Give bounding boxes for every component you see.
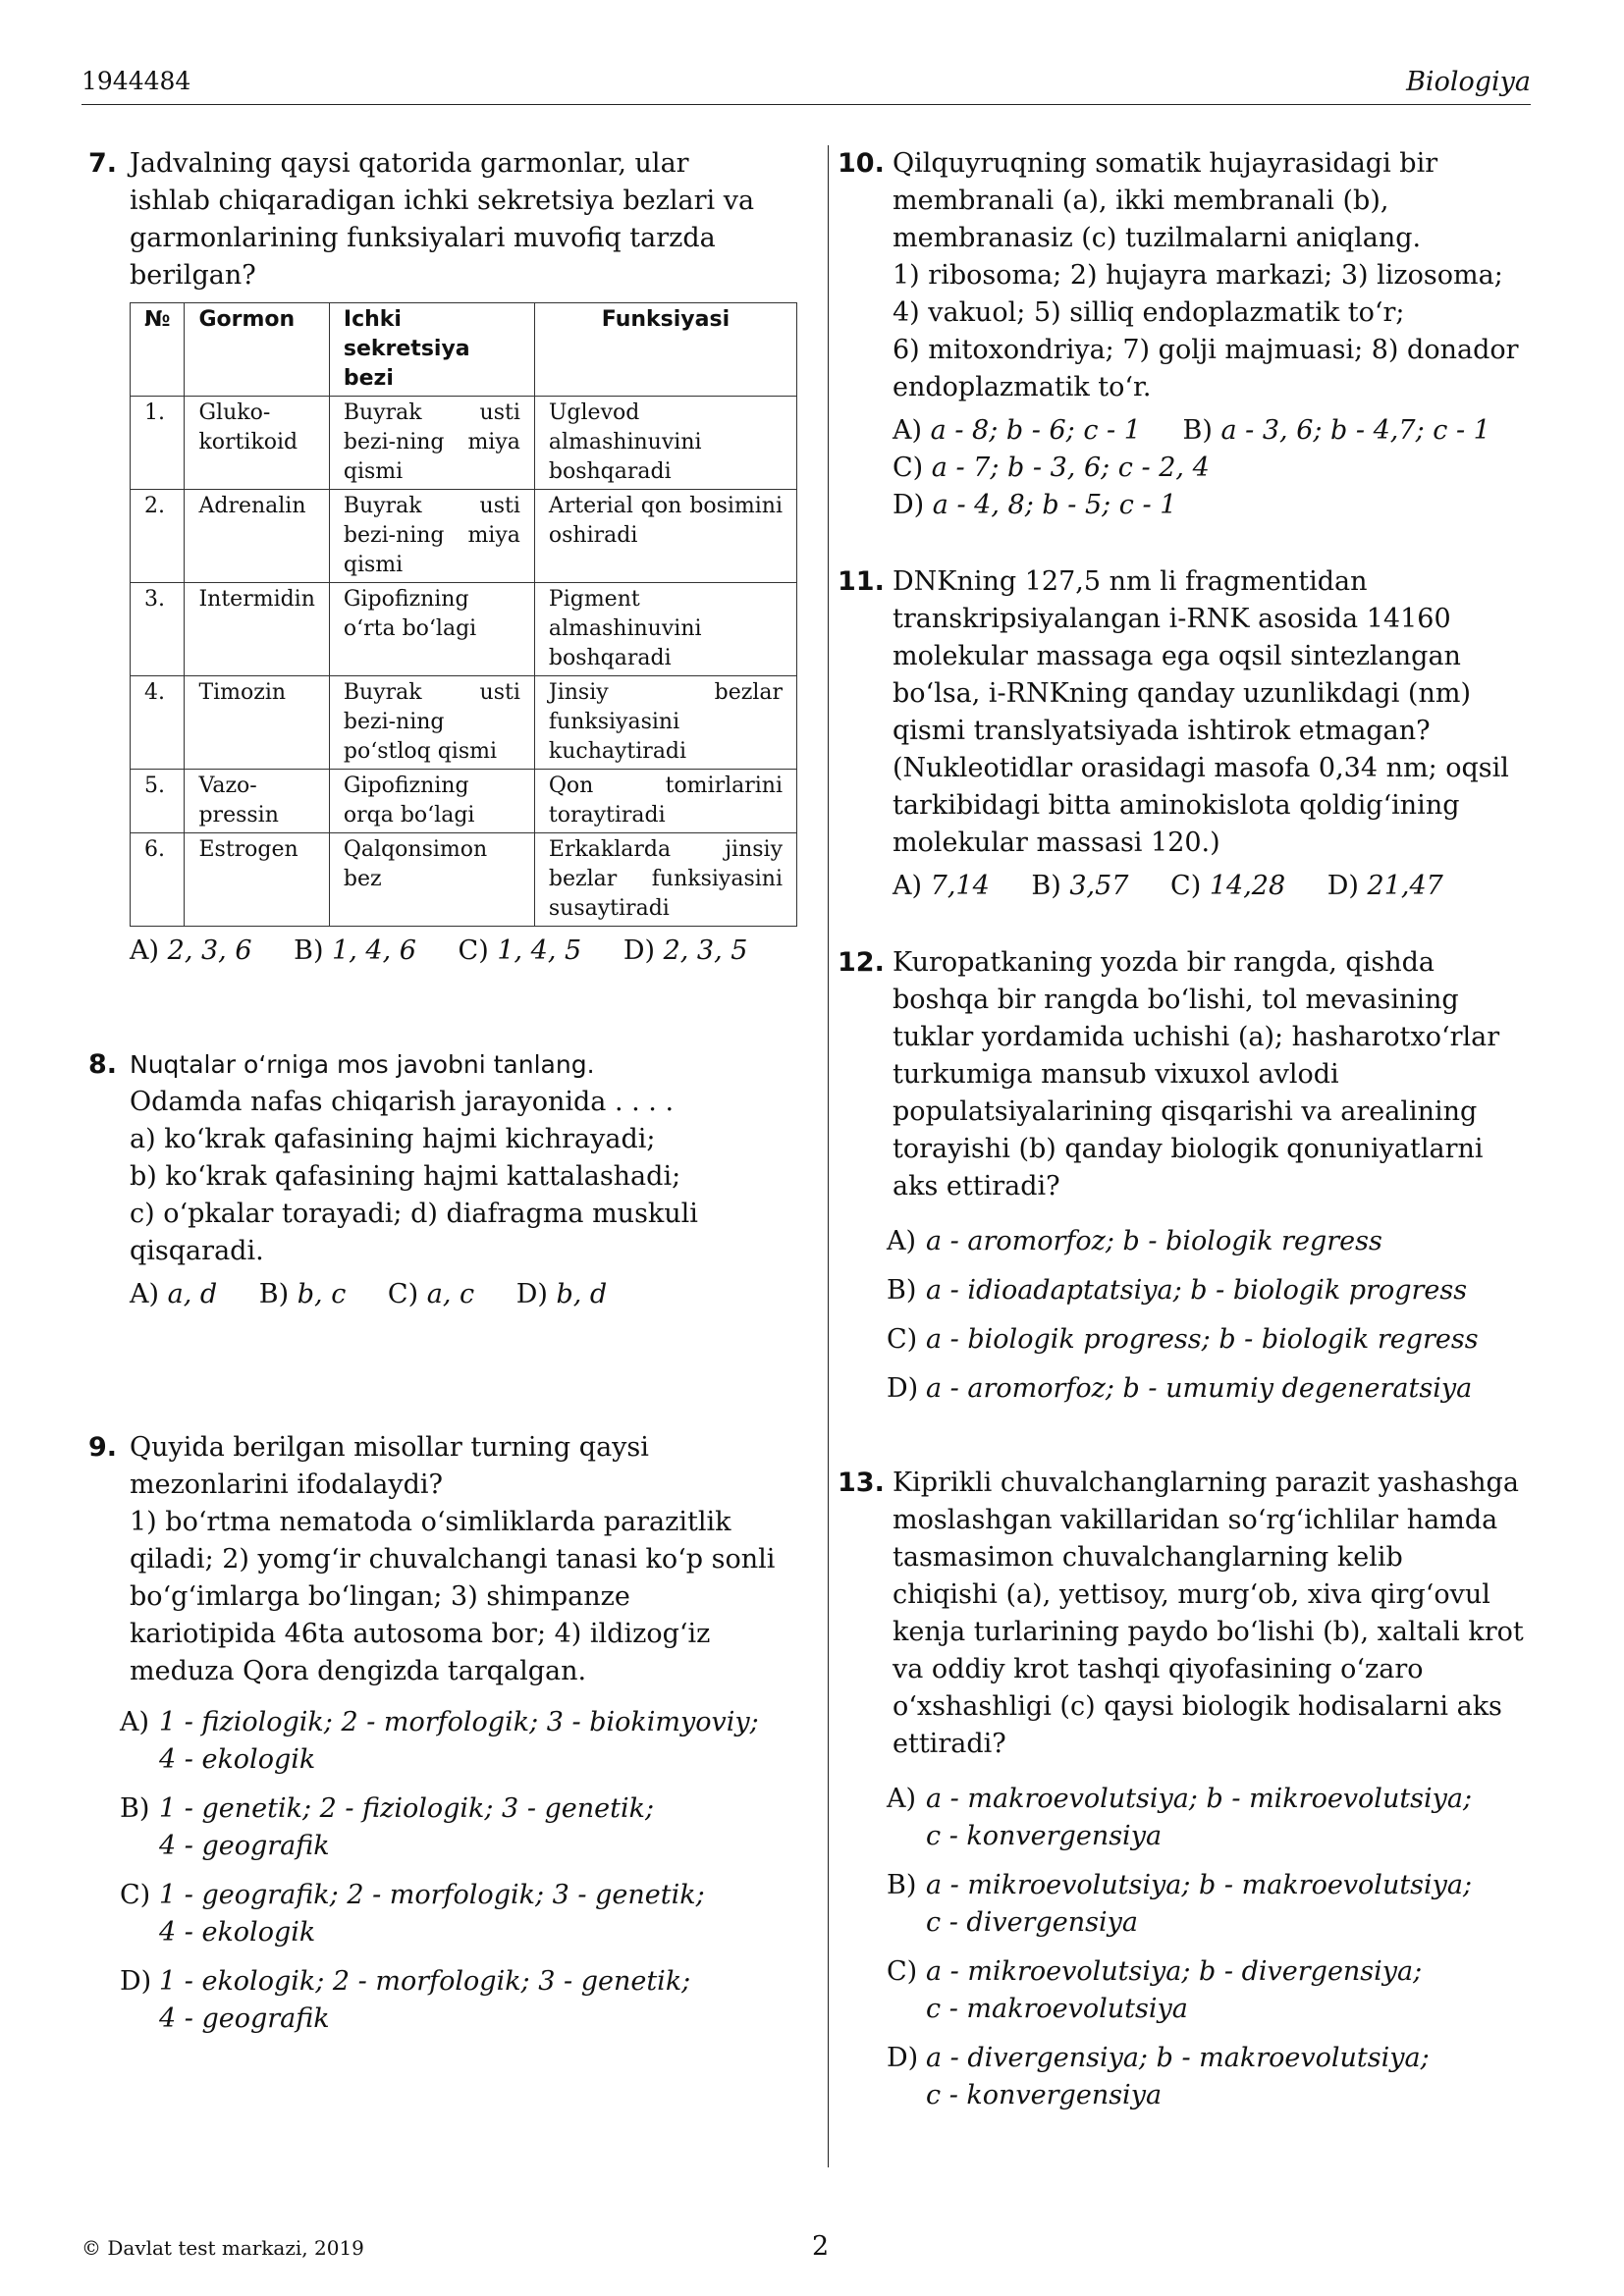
table-row [131, 676, 797, 770]
answer-letter: B) [1182, 415, 1213, 446]
answer-a[interactable] [887, 1781, 1525, 1855]
question-number: 12. [838, 947, 885, 978]
answer-letter: A) [887, 1226, 917, 1256]
answer-a[interactable] [893, 871, 990, 901]
table-cell: Qalqonsimon bez [329, 833, 534, 927]
table-cell: 2. [131, 490, 185, 583]
answer-text: a - 8; b - 6; c - 1 [930, 415, 1141, 446]
answer-text: a - idioadaptatsiya; b - biologik progress [926, 1275, 1468, 1306]
answer-text: a - 3, 6; b - 4,7; c - 1 [1220, 415, 1490, 446]
answer-text: 4 - geografik [159, 2003, 330, 2034]
answer-d[interactable] [120, 1963, 795, 2038]
answer-letter: C) [387, 1279, 419, 1309]
answer-letter: B) [1031, 871, 1061, 901]
answer-a[interactable] [887, 1223, 1525, 1260]
table-cell: 1. [131, 397, 185, 490]
question-7 [88, 145, 795, 970]
table-cell: Intermidin [185, 583, 329, 676]
answer-text: b, d [556, 1279, 608, 1309]
table-row [131, 833, 797, 927]
question-number: 9. [88, 1432, 118, 1463]
question-line: bo‘g‘imlarga bo‘lingan; 3) shimpanze [130, 1581, 630, 1612]
question-line: berilgan? [130, 260, 256, 291]
answer-d[interactable] [887, 1370, 1525, 1408]
answer-letter: B) [294, 935, 324, 966]
table-header: № [131, 303, 185, 397]
question-line: kariotipida 46ta autosoma bor; 4) ildizog‘iz [130, 1619, 711, 1649]
question-line: tarkibidagi bitta aminokislota qoldig‘ining [893, 790, 1460, 821]
question-13 [838, 1465, 1525, 2126]
answer-text: a - biologik progress; b - biologik regress [926, 1324, 1479, 1355]
answer-letter: C) [1170, 871, 1202, 901]
table-row [131, 397, 797, 490]
answer-text: 2, 3, 5 [663, 935, 748, 966]
answer-letter: D) [1326, 871, 1359, 901]
table-cell: Gipofizning o‘rta bo‘lagi [329, 583, 534, 676]
answer-letter: D) [887, 1373, 919, 1404]
answer-b[interactable] [887, 1867, 1525, 1942]
answer-c[interactable] [388, 1279, 474, 1309]
question-line: Jadvalning qaysi qatorida garmonlar, ular [130, 148, 689, 179]
header-rule [81, 104, 1531, 105]
question-line: tasmasimon chuvalchanglarning kelib [893, 1542, 1403, 1573]
answer-choices [893, 412, 1525, 524]
answer-choices [130, 1276, 795, 1313]
question-text [893, 1465, 1525, 1763]
answer-text: 1 - ekologik; 2 - morfologik; 3 - genetik; [159, 1966, 691, 1997]
question-line: aks ettiradi? [893, 1171, 1060, 1201]
answer-text: a - mikroevolutsiya; b - divergensiya; [926, 1956, 1423, 1987]
question-line: transkripsiyalangan i-RNK asosida 14160 [893, 604, 1451, 634]
question-line: membranasiz (c) tuzilmalarni aniqlang. [893, 223, 1422, 253]
answer-text: c - konvergensiya [926, 1821, 1163, 1851]
answer-letter: C) [120, 1880, 151, 1910]
answer-text: a, c [426, 1279, 475, 1309]
answer-letter: B) [120, 1793, 150, 1824]
question-line: ettiradi? [893, 1729, 1006, 1759]
answer-text: 7,14 [930, 871, 990, 901]
answer-a[interactable] [130, 1279, 217, 1309]
question-line: moslashgan vakillaridan so‘rg‘ichlilar hamda [893, 1505, 1498, 1535]
question-line: va oddiy krot tashqi qiyofasining o‘zaro [893, 1654, 1424, 1684]
answer-text: c - konvergensiya [926, 2080, 1163, 2110]
answer-choices [893, 868, 1525, 905]
question-line: Kuropatkaning yozda bir rangda, qishda [893, 947, 1435, 978]
copyright-notice: © Davlat test markazi, 2019 [81, 2236, 364, 2260]
question-line: molekular massasi 120.) [893, 828, 1220, 858]
question-line: kenja turlarining paydo bo‘lishi (b), xaltali krot [893, 1617, 1524, 1647]
answer-b[interactable] [1031, 871, 1128, 901]
question-line: populatsiyalarining qisqarishi va arealining [893, 1096, 1478, 1127]
answer-letter: D) [623, 935, 655, 966]
question-text [130, 1429, 795, 1690]
table-cell: Uglevod almashinuvini boshqaradi [534, 397, 796, 490]
question-line: 1) ribosoma; 2) hujayra markazi; 3) lizosoma; [893, 260, 1503, 291]
answer-letter: D) [515, 1279, 548, 1309]
answer-text: 1 - fiziologik; 2 - morfologik; 3 - biokimyoviy; [159, 1707, 759, 1737]
answer-text: 4 - ekologik [159, 1744, 316, 1775]
answer-d[interactable] [623, 935, 748, 966]
answer-letter: D) [893, 490, 925, 520]
answer-a[interactable] [120, 1704, 795, 1779]
answer-text: a - divergensiya; b - makroevolutsiya; [926, 2043, 1430, 2073]
question-line: molekular massaga ega oqsil sintezlangan [893, 641, 1461, 671]
answer-text: 1 - geografik; 2 - morfologik; 3 - genetik; [159, 1880, 705, 1910]
answer-text: 1 - genetik; 2 - fiziologik; 3 - genetik; [159, 1793, 655, 1824]
question-text [893, 944, 1525, 1205]
question-line: Qilquyruqning somatik hujayrasidagi bir [893, 148, 1438, 179]
answer-c[interactable] [459, 935, 582, 966]
answer-text: 1, 4, 6 [332, 935, 416, 966]
question-line: qiladi; 2) yomg‘ir chuvalchangi tanasi ko‘p sonli [130, 1544, 776, 1575]
table-cell: 4. [131, 676, 185, 770]
answer-b[interactable] [1183, 415, 1490, 446]
answer-text: 1, 4, 5 [497, 935, 582, 966]
answer-a[interactable] [130, 935, 252, 966]
answer-text: 14,28 [1209, 871, 1286, 901]
answer-letter: A) [120, 1707, 150, 1737]
answer-letter: A) [130, 935, 160, 966]
question-text [130, 145, 795, 970]
table-cell: Qon tomirlarini toraytiradi [534, 770, 796, 833]
answer-options [887, 1223, 1525, 1408]
answer-options [887, 1781, 1525, 2114]
question-number: 11. [838, 566, 885, 597]
answer-row [893, 412, 1525, 450]
table-header: Gormon [185, 303, 329, 397]
answer-letter: A) [130, 1279, 160, 1309]
answer-text: a - makroevolutsiya; b - mikroevolutsiya; [926, 1784, 1473, 1814]
answer-c[interactable] [120, 1877, 795, 1951]
answer-letter: C) [893, 453, 924, 483]
answer-text: c - makroevolutsiya [926, 1994, 1188, 2024]
question-line: 6) mitoxondriya; 7) golji majmuasi; 8) donador [893, 335, 1519, 365]
table-cell: 6. [131, 833, 185, 927]
question-line: tuklar yordamida uchishi (a); hasharotxo‘rlar [893, 1022, 1500, 1052]
question-number: 7. [88, 148, 118, 179]
answer-letter: D) [120, 1966, 152, 1997]
answer-b[interactable] [259, 1279, 347, 1309]
question-line: qisqaradi. [130, 1236, 264, 1266]
question-text [893, 563, 1525, 905]
answer-b[interactable] [887, 1272, 1525, 1309]
table-cell: Buyrak usti bezi-ning miya qismi [329, 490, 534, 583]
question-line: mezonlarini ifodalaydi? [130, 1469, 443, 1500]
answer-text: 4 - ekologik [159, 1917, 316, 1948]
answer-letter: B) [887, 1275, 917, 1306]
question-number: 8. [88, 1049, 118, 1080]
answer-text: 4 - geografik [159, 1831, 330, 1861]
question-line: membranali (a), ikki membranali (b), [893, 186, 1389, 216]
question-line: 1) bo‘rtma nematoda o‘simliklarda parazitlik [130, 1507, 731, 1537]
table-header-row [131, 303, 797, 397]
table-cell: Vazo-pressin [185, 770, 329, 833]
question-8 [88, 1046, 795, 1313]
answer-letter: A) [893, 415, 923, 446]
table-cell: Timozin [185, 676, 329, 770]
answer-letter: A) [887, 1784, 917, 1814]
question-line: ishlab chiqaradigan ichki sekretsiya bezlari va [130, 186, 755, 216]
answer-d[interactable] [516, 1279, 608, 1309]
answer-text: a, d [167, 1279, 218, 1309]
answer-text: a - 7; b - 3, 6; c - 2, 4 [931, 453, 1210, 483]
table-cell: Buyrak usti bezi-ning po‘stloq qismi [329, 676, 534, 770]
table-cell: Jinsiy bezlar funksiyasini kuchaytiradi [534, 676, 796, 770]
question-line: Quyida berilgan misollar turning qaysi [130, 1432, 649, 1463]
subject-title: Biologiya [1406, 67, 1531, 97]
table-cell: Gluko-kortikoid [185, 397, 329, 490]
answer-a[interactable] [893, 415, 1141, 446]
question-line: Odamda nafas chiqarish jarayonida . . . . [130, 1087, 675, 1117]
answer-c[interactable] [887, 1953, 1525, 2028]
answer-text: a - aromorfoz; b - umumiy degeneratsiya [926, 1373, 1473, 1404]
table-cell: Pigment almashinuvini boshqaradi [534, 583, 796, 676]
table-cell: 5. [131, 770, 185, 833]
question-line: DNKning 127,5 nm li fragmentidan [893, 566, 1368, 597]
question-9 [88, 1429, 795, 2050]
question-number: 13. [838, 1468, 885, 1498]
question-line: Kiprikli chuvalchanglarning parazit yashashga [893, 1468, 1519, 1498]
answer-text: 21,47 [1367, 871, 1443, 901]
question-line: boshqa bir rangda bo‘lishi, tol mevasining [893, 985, 1459, 1015]
table-cell: Erkaklarda jinsiy bezlar funksiyasini susaytiradi [534, 833, 796, 927]
table-header: Funksiyasi [534, 303, 796, 397]
question-number: 10. [838, 148, 885, 179]
page-number: 2 [812, 2231, 830, 2262]
question-line: (Nukleotidlar orasidagi masofa 0,34 nm; oqsil [893, 753, 1509, 783]
answer-letter: A) [893, 871, 923, 901]
answer-text: 3,57 [1069, 871, 1129, 901]
table-row [131, 583, 797, 676]
answer-text: 2, 3, 6 [167, 935, 252, 966]
answer-choices [130, 933, 795, 970]
question-10 [838, 145, 1525, 524]
answer-d[interactable] [887, 2040, 1525, 2114]
question-11 [838, 563, 1525, 905]
answer-d[interactable] [1327, 871, 1443, 901]
hormone-table [130, 302, 797, 927]
answer-letter: C) [458, 935, 489, 966]
table-header: Ichki sekretsiya bezi [329, 303, 534, 397]
answer-letter: B) [887, 1870, 917, 1900]
answer-letter: D) [887, 2043, 919, 2073]
answer-letter: B) [258, 1279, 290, 1309]
answer-text: a - mikroevolutsiya; b - makroevolutsiya; [926, 1870, 1473, 1900]
document-id: 1944484 [81, 67, 191, 95]
answer-text: a - 4, 8; b - 5; c - 1 [932, 490, 1177, 520]
answer-letter: C) [887, 1324, 918, 1355]
question-line: a) ko‘krak qafasining hajmi kichrayadi; [130, 1124, 656, 1154]
question-12 [838, 944, 1525, 1419]
table-row [131, 770, 797, 833]
question-line: qismi translyatsiyada ishtirok etmagan? [893, 716, 1431, 746]
answer-text: c - divergensiya [926, 1907, 1138, 1938]
question-line: chiqishi (a), yettisoy, murg‘ob, xiva qirg‘ovul [893, 1579, 1490, 1610]
table-cell: Gipofizning orqa bo‘lagi [329, 770, 534, 833]
question-line: meduza Qora dengizda tarqalgan. [130, 1656, 587, 1686]
table-row [131, 490, 797, 583]
table-cell: Adrenalin [185, 490, 329, 583]
question-line: bo‘lsa, i-RNKning qanday uzunlikdagi (nm) [893, 678, 1471, 709]
answer-b[interactable] [120, 1790, 795, 1865]
answer-c[interactable] [887, 1321, 1525, 1359]
question-line: endoplazmatik to‘r. [893, 372, 1152, 402]
answer-letter: C) [887, 1956, 918, 1987]
answer-options [120, 1704, 795, 2038]
question-line: c) o‘pkalar torayadi; d) diafragma muskuli [130, 1199, 698, 1229]
question-text [130, 1046, 795, 1313]
answer-text: b, c [297, 1279, 347, 1309]
question-line: o‘xshashligi (c) qaysi biologik hodisalarni aks [893, 1691, 1502, 1722]
question-text [893, 145, 1525, 524]
table-cell: Buyrak usti bezi-ning miya qismi [329, 397, 534, 490]
table-cell: 3. [131, 583, 185, 676]
table-cell: Arterial qon bosimini oshiradi [534, 490, 796, 583]
answer-text: a - aromorfoz; b - biologik regress [926, 1226, 1382, 1256]
question-line: 4) vakuol; 5) silliq endoplazmatik to‘r; [893, 297, 1405, 328]
question-line: torayishi (b) qanday biologik qonuniyatlarni [893, 1134, 1484, 1164]
answer-b[interactable] [294, 935, 416, 966]
question-lead: Nuqtalar o‘rniga mos javobni tanlang. [130, 1050, 595, 1079]
question-line: turkumiga mansub vixuxol avlodi [893, 1059, 1339, 1090]
table-cell: Estrogen [185, 833, 329, 927]
answer-c[interactable] [893, 450, 1525, 487]
answer-d[interactable] [893, 487, 1525, 524]
question-line: b) ko‘krak qafasining hajmi kattalashadi; [130, 1161, 681, 1192]
answer-c[interactable] [1170, 871, 1285, 901]
question-line: garmonlarining funksiyalari muvofiq tarzda [130, 223, 716, 253]
column-divider [828, 145, 829, 2167]
